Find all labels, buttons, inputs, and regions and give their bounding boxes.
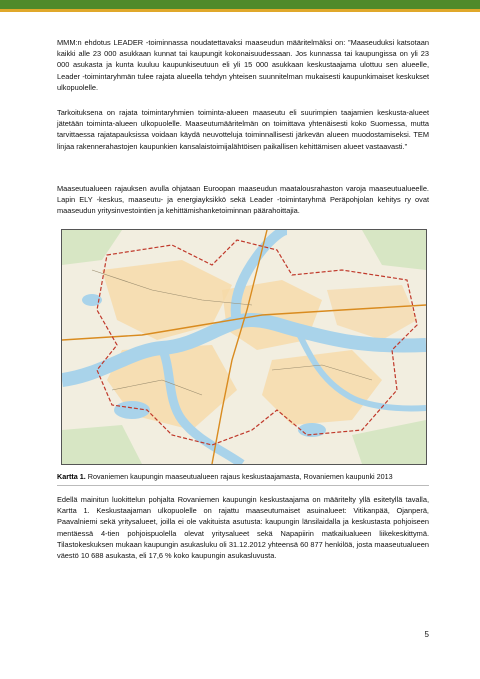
paragraph-3: Maaseutualueen rajauksen avulla ohjataan Euroopan maaseudun maatalousrahaston varoja maaseutualueelle. Lapin ELY -keskus, maaseutu- ja energiayksikkö sekä Leader -toimintaryhmä Peräpohjolan kehitys ry ovat maaseudun yritysinvestointien ja kehittämishanketoiminnan päärahoittajia. (57, 184, 429, 216)
map-lake (114, 401, 150, 419)
map-image (62, 230, 426, 464)
page-number: 5 (424, 630, 429, 639)
header-accent-bar (0, 9, 480, 12)
caption-divider (57, 485, 429, 486)
map-figure (61, 229, 427, 465)
paragraph-4: Edellä mainitun luokittelun pohjalta Rovaniemen kaupungin keskustaajama on määritelty yllä esitetyllä tavalla, Kartta 1. Keskustaajaman ulkopuolelle on rajattu maaseutumaiset asuinalueet: Vitikanpää, Ojanperä, Paavalniemi sekä yritysalueet, joilla ei ole vakituista asutusta: kaupungin länsilaidalla ja keskustasta pohjoiseen mentäessä 4-tien pohjoispuolella olevat yritysalueet sekä Napapiirin matkailualueen liikekeskittymä. Tilastokeskuksen mukaan kaupungin asukasluku oli 31.12.2012 yhteensä 60 877 henkilöä, josta maaseutualueen väestö 10 688 asukasta, eli 17,6 % koko kaupungin asukasluvusta. (57, 495, 429, 561)
paragraph-2: Tarkoituksena on rajata toimintaryhmien toiminta-alueen maaseutu eli suurimpien taajamien keskusta-alueet jätetään toiminta-alueen ulkopuolelle. Maaseutumääritelmän on toimittava yhtenäisesti koko Suomessa, mutta tarvittaessa rajatapauksissa voidaan käydä neuvotteluja toiminnallisesti järkevän alueen muodostamiseksi. TEM linjaa rakennerahastojen kaupunkien kansalaistoimijalähtöisen paikallisen kehittämisen alueet vastaavasti.” (57, 108, 429, 151)
header-bar (0, 0, 480, 9)
caption-text: Rovaniemen kaupungin maaseutualueen rajaus keskustaajamasta, Rovaniemen kaupunki 2013 (85, 472, 393, 481)
paragraph-1: MMM:n ehdotus LEADER -toiminnassa noudatettavaksi maaseudun määritelmäksi on: ”Maaseuduksi katsotaan kaikki alle 23 000 asukkaan kunnat tai kaupungit kokonaisuudessaan. Jos kunnassa tai kaupungissa on yli 23 000 asukasta ja kunta kuuluu kaupunkiseutuun eli yli 15 000 asukkaan keskustaajama ulottuu sen alueelle, Leader -toimintaryhmän tulee rajata alueella tehdyn yhteisen suunnitelman mukaisesti kaupunkimaiset keskukset ulkopuolelle. (57, 38, 429, 92)
map-lake (298, 423, 326, 437)
caption-label: Kartta 1. (57, 472, 86, 481)
map-caption (57, 472, 429, 482)
